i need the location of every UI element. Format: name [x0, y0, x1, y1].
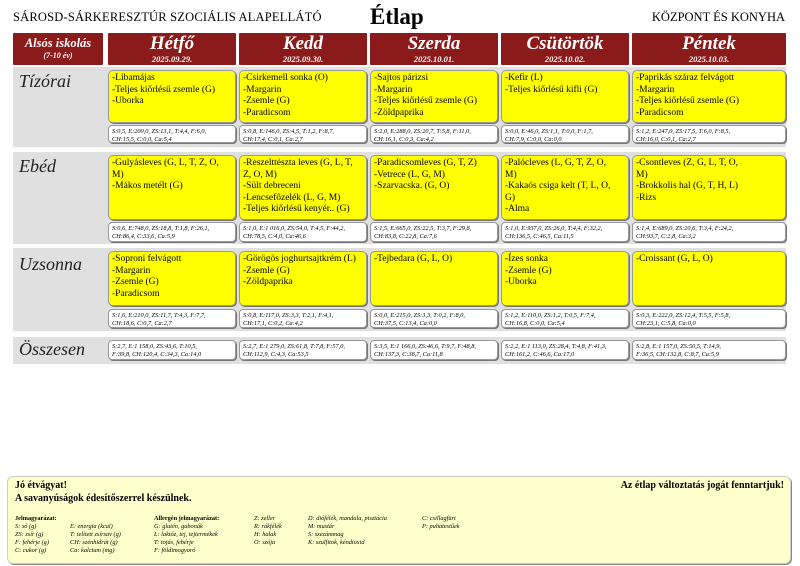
total-nutrition-box: [108, 340, 236, 360]
text-line: H: halak: [254, 531, 277, 538]
legend-col-1: [15, 523, 49, 555]
text-line: -Tejbedara (G, L, O): [374, 254, 453, 264]
text-line: -Zöldpaprika: [374, 107, 424, 118]
nutrition-box: [501, 222, 629, 242]
text-line: S:2,2, E:1 113,0, ZS:28,4, T:4,8, F:41,3,: [505, 343, 607, 350]
menu-cell: [501, 251, 629, 306]
nutrition-box: [239, 125, 367, 143]
text-line: CH:93,7, C:2,8, Ca:3,2: [636, 233, 696, 240]
text-line: -Palócleves (L, G, T, Z, O,: [505, 158, 606, 168]
text-line: -Csontleves (Z, G, L, T, O,: [636, 158, 739, 168]
text-line: T: telített zsírsav (g): [70, 531, 121, 538]
text-line: CH:18,6, C:0,7, Ca:2,7: [112, 320, 172, 327]
day-name: Kedd: [282, 33, 324, 54]
footer-greeting: Jó étvágyat!: [15, 480, 67, 491]
text-line: S:0,8, E:117,0, ZS:3,3, T:2,1, F:4,1,: [243, 312, 334, 319]
age-group-range: (7-10 év): [43, 51, 73, 60]
text-line: CH:86,4, C:33,6, Ca:5,9: [112, 233, 175, 240]
text-line: D: diófélék, mandula, pisztácia: [308, 515, 387, 522]
legend-title: Jelmagyarázat:: [15, 515, 57, 522]
text-line: S:0,0, E:215,0, ZS:3,3, T:0,2, F:8,0,: [374, 312, 465, 319]
age-group-header: [13, 33, 103, 65]
text-line: -Zsemle (G): [505, 265, 552, 276]
text-line: S: szezámmag: [308, 531, 344, 538]
nutrition-box: [370, 222, 498, 242]
menu-cell: [108, 155, 236, 220]
nutrition-box: [108, 309, 236, 328]
total-label: Összesen: [19, 339, 85, 359]
text-line: ZS: zsír (g): [15, 531, 44, 538]
text-line: -Kefir (L): [505, 73, 543, 83]
day-header-monday: [108, 33, 236, 65]
day-header-tuesday: [239, 33, 367, 65]
day-name: Szerda: [407, 33, 461, 54]
text-line: -Teljes kiőrlésű zsemle (G): [112, 84, 216, 95]
day-date: 2025.10.03.: [688, 54, 730, 64]
menu-cell: [632, 251, 786, 306]
text-line: Z: zeller: [254, 515, 276, 522]
meal-label: Uzsonna: [19, 254, 83, 274]
text-line: -Zsemle (G): [243, 96, 290, 106]
text-line: -Libamájas: [112, 73, 155, 83]
text-line: -Alma: [505, 204, 530, 214]
text-line: F:36,5, CH:132,8, C:8,7, Ca:5,9: [636, 351, 719, 358]
footer-disclaimer: Az étlap változtatás jogát fenntartjuk!: [620, 480, 784, 491]
text-line: -Reszelttészta leves (G, L, T,: [243, 158, 353, 168]
menu-cell: [239, 70, 367, 123]
text-line: S:1,0, E:937,0, ZS:26,0, T:4,4, F:32,2,: [505, 225, 603, 232]
text-line: S:1,5, E:665,0, ZS:22,5, T:3,7, F:29,8,: [374, 225, 472, 232]
menu-cell: [501, 70, 629, 123]
menu-cell: [108, 251, 236, 306]
total-nutrition-box: [632, 340, 786, 360]
allergen-col-1: [154, 523, 218, 555]
meal-label: Ebéd: [19, 156, 56, 176]
allergen-col-4: [422, 515, 460, 531]
footer: [7, 476, 791, 564]
text-line: -Zöldpaprika: [243, 277, 293, 287]
text-line: -Margarin: [243, 84, 282, 95]
text-line: -Szarvacska. (G, O): [374, 181, 450, 191]
text-line: CH:136,5, C:46,5, Ca:11,5: [505, 233, 574, 240]
footer-note: A savanyúságok édesítőszerrel készülnek.: [15, 493, 192, 504]
text-line: -Croissant (G, L, O): [636, 254, 713, 264]
menu-cell: [632, 70, 786, 123]
text-line: -Paprikás száraz felvágott: [636, 73, 735, 83]
legend-col-2: [70, 523, 121, 555]
text-line: C: csillagfürt: [422, 515, 456, 522]
text-line: S:0,5, E:200,0, ZS:13,1, T:4,4, F:6,0,: [112, 128, 207, 135]
text-line: F: földimogyoró: [154, 547, 196, 554]
nutrition-box: [108, 125, 236, 143]
text-line: CH:16,1, C:0,3, Ca:4,2: [374, 136, 434, 143]
page-title: Étlap: [370, 4, 424, 29]
text-line: CH:112,9, C:4,3, Ca:53,5: [243, 351, 309, 358]
text-line: -Brokkolis hal (G, T, H, L): [636, 181, 739, 191]
text-line: -Soproni felvágott: [112, 254, 182, 264]
nutrition-box: [632, 309, 786, 328]
day-name: Csütörtök: [526, 33, 604, 54]
text-line: -Zsemle (G): [243, 265, 290, 276]
text-line: -Vetrece (L, G, M): [374, 169, 445, 180]
total-nutrition-box: [239, 340, 367, 360]
text-line: P: puhatestűek: [422, 523, 460, 530]
text-line: O: szója: [254, 539, 276, 546]
text-line: S:1,0, E:1 016,0, ZS:54,0, T:4,5, F:44,2,: [243, 225, 345, 232]
allergen-col-3: [308, 515, 387, 547]
text-line: CH:17,1, C:0,2, Ca:4,2: [243, 320, 303, 327]
day-name: Péntek: [682, 33, 736, 54]
text-line: S:0,8, E:146,0, ZS:4,5, T:1,2, F:8,7,: [243, 128, 334, 135]
meal-label: Tízórai: [19, 71, 72, 91]
text-line: -Mákos metélt (G): [112, 181, 183, 191]
text-line: C: cukor (g): [15, 547, 47, 554]
day-name: Hétfő: [149, 33, 195, 54]
text-line: Ca: kalcium (mg): [70, 547, 115, 554]
text-line: S:1,2, E:110,0, ZS:1,2, T:0,5, F:7,4,: [505, 312, 596, 319]
text-line: -Uborka: [112, 96, 144, 106]
text-line: G): [505, 192, 516, 203]
nutrition-box: [239, 309, 367, 328]
text-line: -Kakaós csiga kelt (T, L, O,: [505, 181, 611, 191]
text-line: S:2,7, E:1 279,0, ZS:61,8, T:7,8, F:57,0,: [243, 343, 345, 350]
text-line: -Paradicsom: [243, 107, 291, 118]
menu-cell: [239, 251, 367, 306]
day-header-wednesday: [370, 33, 498, 65]
nutrition-box: [370, 125, 498, 143]
day-header-friday: [632, 33, 786, 65]
header-institution: SÁROSD-SÁRKERESZTÚR SZOCIÁLIS ALAPELLÁTÓ: [13, 10, 322, 24]
text-line: M): [636, 169, 648, 180]
menu-cell: [501, 155, 629, 220]
text-line: S: só (g): [15, 523, 37, 530]
menu-cell: [370, 251, 498, 306]
text-line: K: szulfitok, kéndioxid: [308, 539, 365, 546]
text-line: G: glutén, gabonák: [154, 523, 203, 530]
text-line: CH:161,2, C:46,6, Ca:17,0: [505, 351, 575, 358]
day-header-thursday: [501, 33, 629, 65]
text-line: L: laktóz, tej, tejtermékek: [154, 531, 218, 538]
nutrition-box: [108, 222, 236, 242]
nutrition-box: [501, 125, 629, 143]
text-line: Z, O, M): [243, 169, 277, 180]
nutrition-box: [239, 222, 367, 242]
text-line: E: energia (kcal): [70, 523, 113, 530]
text-line: S:3,5, E:1 166,0, ZS:46,6, T:9,7, F:48,8,: [374, 343, 476, 350]
text-line: -Paradicsom: [112, 288, 160, 299]
text-line: -Csirkemell sonka (O): [243, 73, 328, 83]
text-line: S:0,3, E:222,0, ZS:12,4, T:5,5, F:5,8,: [636, 312, 731, 319]
text-line: S:0,6, E:748,0, ZS:18,8, T:1,8, F:26,1,: [112, 225, 210, 232]
text-line: CH:17,4, C:0,1, Ca:2,7: [243, 136, 303, 143]
text-line: S:0,0, E:46,0, ZS:1,1, T:0,0, F:1,7,: [505, 128, 593, 135]
text-line: -Lencsefőzelék (L, G, M): [243, 192, 341, 203]
text-line: CH:15,5, C:0,0, Ca:5,4: [112, 136, 172, 143]
text-line: -Ízes sonka: [505, 254, 548, 264]
text-line: CH:37,5, C:13,4, Ca:0,0: [374, 320, 437, 327]
text-line: -Teljes kiőrlésű zsemle (G): [636, 96, 740, 106]
day-date: 2025.10.02.: [544, 54, 586, 64]
text-line: S:2,8, E:1 157,0, ZS:50,5, T:14,9,: [636, 343, 722, 350]
menu-cell: [370, 155, 498, 220]
text-line: M): [112, 169, 124, 180]
day-date: 2025.10.01.: [413, 54, 455, 64]
age-group-name: Alsós iskolás: [24, 36, 92, 50]
text-line: M): [505, 169, 517, 180]
text-line: CH:137,3, C:38,7, Ca:11,8: [374, 351, 443, 358]
text-line: -Margarin: [112, 265, 151, 276]
text-line: -Teljes kiőrlésű kenyér.. (G): [243, 204, 350, 214]
day-date: 2025.09.30.: [282, 54, 324, 64]
text-line: CH: szénhidrát (g): [70, 539, 118, 546]
text-line: CH:16,8, C:0,0, Ca:5,4: [505, 320, 565, 327]
text-line: S:1,4, E:689,0, ZS:20,6, T:3,4, F:24,2,: [636, 225, 734, 232]
nutrition-box: [501, 309, 629, 328]
text-line: CH:78,5, C:4,0, Ca:46,6: [243, 233, 306, 240]
menu-cell: [108, 70, 236, 123]
text-line: -Sajtos párizsi: [374, 73, 429, 83]
text-line: -Görögös joghurtsajtkrém (L): [243, 254, 356, 264]
allergen-title: Allergén jelmagyarázat:: [154, 515, 220, 522]
text-line: M: mustár: [308, 523, 335, 530]
text-line: -Margarin: [636, 84, 675, 95]
text-line: CH:7,9, C:0,0, Ca:0,0: [505, 136, 562, 143]
text-line: F:39,8, CH:120,4, C:34,3, Ca:14,0: [112, 351, 202, 358]
text-line: -Uborka: [505, 277, 537, 287]
text-line: -Teljes kiőrlésű zsemle (G): [374, 96, 478, 106]
text-line: -Gulyásleves (G, L, T, Z, O,: [112, 158, 219, 168]
text-line: -Teljes kiőrlésű kifli (G): [505, 84, 598, 95]
text-line: S:1,2, E:247,0, ZS:17,5, T:6,0, F:8,5,: [636, 128, 731, 135]
text-line: CH:16,0, C:0,1, Ca:2,7: [636, 136, 696, 143]
text-line: -Paradicsomleves (G, T, Z): [374, 158, 477, 168]
text-line: -Zsemle (G): [112, 277, 159, 287]
text-line: -Rizs: [636, 192, 657, 203]
allergen-col-2: [254, 515, 282, 547]
menu-cell: [239, 155, 367, 220]
text-line: S:1,6, E:210,0, ZS:11,7, T:4,3, F:7,7,: [112, 312, 206, 319]
nutrition-box: [370, 309, 498, 328]
text-line: R: rákfélék: [254, 523, 282, 530]
text-line: -Sült debreceni: [243, 181, 301, 191]
menu-cell: [370, 70, 498, 123]
total-nutrition-box: [370, 340, 498, 360]
text-line: CH:83,8, C:22,8, Ca:7,6: [374, 233, 437, 240]
total-nutrition-box: [501, 340, 629, 360]
nutrition-box: [632, 125, 786, 143]
menu-cell: [632, 155, 786, 220]
text-line: S:2,7, E:1 158,0, ZS:43,6, T:10,5,: [112, 343, 198, 350]
header-kitchen: KÖZPONT ÉS KONYHA: [651, 10, 785, 24]
text-line: -Paradicsom: [636, 107, 684, 118]
text-line: F: fehérje (g): [15, 539, 49, 546]
nutrition-box: [632, 222, 786, 242]
text-line: CH:23,1, C:5,8, Ca:0,0: [636, 320, 696, 327]
text-line: -Margarin: [374, 84, 413, 95]
text-line: T: tojás, fehérje: [154, 539, 194, 546]
text-line: S:2,0, E:288,0, ZS:20,7, T:5,8, F:11,0,: [374, 128, 471, 135]
day-date: 2025.09.29.: [151, 54, 193, 64]
